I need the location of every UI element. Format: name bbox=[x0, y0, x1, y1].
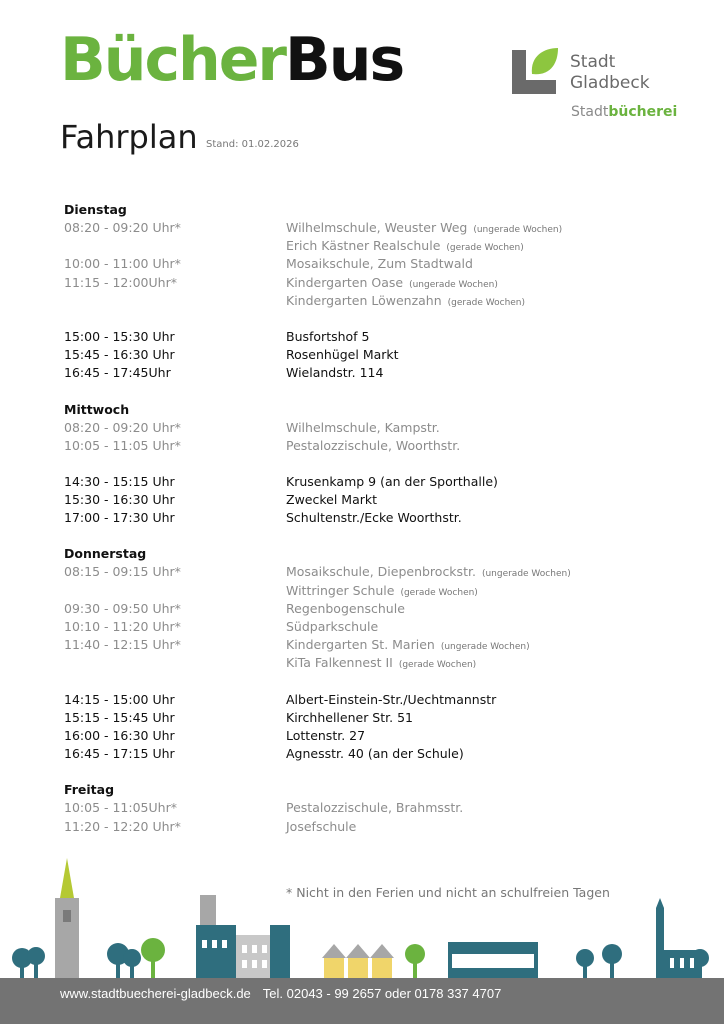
modern-building-icon bbox=[448, 942, 538, 980]
schedule-place-name: Wielandstr. 114 bbox=[286, 365, 384, 381]
schedule-week-note: (ungerade Wochen) bbox=[440, 642, 530, 653]
schedule-row bbox=[64, 582, 664, 600]
schedule-time: 11:15 - 12:00Uhr* bbox=[64, 274, 177, 290]
schedule-place-name: Regenbogenschule bbox=[286, 600, 405, 616]
schedule-row bbox=[64, 491, 664, 509]
day-title: Dienstag bbox=[64, 202, 127, 217]
schedule-time: 10:05 - 11:05Uhr* bbox=[64, 800, 177, 816]
schedule-place bbox=[286, 727, 664, 745]
schedule-place bbox=[286, 255, 664, 273]
schedule-time: 11:20 - 12:20 Uhr* bbox=[64, 818, 181, 834]
schedule-row bbox=[64, 437, 664, 455]
schedule-row bbox=[64, 709, 664, 727]
schedule-place-name: Erich Kästner Realschule bbox=[286, 238, 441, 254]
schedule-week-note: (ungerade Wochen) bbox=[481, 569, 571, 580]
schedule-place bbox=[286, 691, 664, 709]
schedule-place bbox=[286, 818, 664, 836]
schedule-place-name: Kindergarten Oase bbox=[286, 274, 404, 290]
schedule-place-name: Kindergarten Löwenzahn bbox=[286, 292, 442, 308]
schedule-place bbox=[286, 292, 664, 310]
schedule-place-name: Südparkschule bbox=[286, 619, 379, 634]
schedule-time bbox=[64, 582, 286, 600]
schedule-row bbox=[64, 219, 664, 237]
schedule-place-name: Mosaikschule, Diepenbrockstr. bbox=[286, 564, 476, 580]
schedule-place-name: Josefschule bbox=[286, 818, 357, 834]
schedule-place bbox=[286, 618, 664, 636]
schedule-time bbox=[64, 654, 286, 672]
schedule-place-name: Kindergarten St. Marien bbox=[286, 637, 435, 653]
schedule-time: 14:15 - 15:00 Uhr bbox=[64, 691, 175, 707]
schedule-time: 14:30 - 15:15 Uhr bbox=[64, 473, 175, 489]
brand-title bbox=[60, 25, 404, 95]
schedule-place bbox=[286, 654, 664, 672]
schedule-place-name: Agnesstr. 40 (an der Schule) bbox=[286, 746, 464, 762]
schedule-time: 15:30 - 16:30 Uhr bbox=[64, 492, 175, 508]
schedule-place-name: Zweckel Markt bbox=[286, 492, 378, 508]
schedule-time: 15:00 - 15:30 Uhr bbox=[64, 328, 175, 344]
day-title: Mittwoch bbox=[64, 401, 130, 417]
schedule-row bbox=[64, 745, 664, 763]
city-logo-line2: Gladbeck bbox=[570, 73, 650, 93]
schedule-time: 11:40 - 12:15 Uhr* bbox=[64, 637, 181, 653]
schedule-row bbox=[64, 654, 664, 672]
schedule-row bbox=[64, 818, 664, 836]
schedule-place bbox=[286, 745, 664, 763]
schedule-place bbox=[286, 473, 664, 491]
schedule-row bbox=[64, 691, 664, 709]
schedule-place-name: Wittringer Schule bbox=[286, 582, 395, 598]
schedule-place bbox=[286, 419, 664, 437]
stand-date: Stand: 01.02.2026 bbox=[206, 139, 299, 150]
schedule-time: 16:00 - 16:30 Uhr bbox=[64, 727, 175, 743]
brand-title-part2: Bus bbox=[285, 25, 404, 95]
schedule-place-name: Rosenhügel Markt bbox=[286, 347, 399, 363]
schedule-place bbox=[286, 491, 664, 509]
city-logo-mark-icon bbox=[512, 46, 560, 94]
schedule-row bbox=[64, 419, 664, 437]
schedule-place bbox=[286, 346, 664, 364]
schedule-place-name: Kirchhellener Str. 51 bbox=[286, 709, 413, 725]
schedule-time: 15:45 - 16:30 Uhr bbox=[64, 347, 175, 363]
schedule-place bbox=[286, 636, 664, 654]
schedule-place-name: Wilhelmschule, Kampstr. bbox=[286, 419, 440, 435]
schedule-place-name: Lottenstr. 27 bbox=[286, 727, 366, 743]
page-title: Fahrplan bbox=[60, 118, 198, 156]
schedule-place-name: Mosaikschule, Zum Stadtwald bbox=[286, 256, 473, 272]
schedule-place bbox=[286, 237, 664, 255]
footnote: * Nicht in den Ferien und nicht an schulfreien Tagen bbox=[286, 885, 610, 900]
schedule-row bbox=[64, 255, 664, 273]
group-spacer bbox=[64, 310, 664, 328]
library-name-part1: Stadt bbox=[571, 104, 609, 120]
schedule-row bbox=[64, 563, 664, 581]
schedule-time bbox=[64, 237, 286, 255]
schedule-time: 16:45 - 17:45Uhr bbox=[64, 365, 171, 381]
schedule-time: 10:00 - 11:00 Uhr* bbox=[64, 256, 181, 272]
schedule-place bbox=[286, 437, 664, 455]
schedule-week-note: (gerade Wochen) bbox=[446, 243, 524, 254]
footer-website[interactable]: www.stadtbuecherei-gladbeck.de bbox=[60, 986, 251, 1001]
schedule-row bbox=[64, 618, 664, 636]
schedule-place-name: Wilhelmschule, Weuster Weg bbox=[286, 220, 468, 235]
schedule-row bbox=[64, 473, 664, 491]
schedule-place bbox=[286, 328, 664, 346]
group-spacer bbox=[64, 673, 664, 691]
schedule-place bbox=[286, 274, 664, 292]
schedule-place bbox=[286, 219, 664, 237]
city-logo-name bbox=[570, 52, 650, 94]
schedule-week-note: (ungerade Wochen) bbox=[473, 225, 563, 235]
schedule-time: 08:20 - 09:20 Uhr* bbox=[64, 220, 181, 235]
schedule-time: 15:15 - 15:45 Uhr bbox=[64, 709, 175, 725]
schedule-row bbox=[64, 636, 664, 654]
schedule-row bbox=[64, 509, 664, 527]
schedule-place bbox=[286, 709, 664, 727]
day-section bbox=[64, 545, 664, 763]
schedule-row bbox=[64, 799, 664, 817]
city-skyline-illustration bbox=[0, 850, 724, 980]
brand-title-part1: Bücher bbox=[60, 25, 286, 95]
schedule-time: 08:15 - 09:15 Uhr* bbox=[64, 564, 181, 580]
schedule-week-note: (gerade Wochen) bbox=[398, 660, 477, 671]
library-name-part2: bücherei bbox=[608, 104, 678, 120]
schedule-row bbox=[64, 237, 664, 255]
schedule-time bbox=[64, 292, 286, 310]
schedule-week-note: (ungerade Wochen) bbox=[409, 279, 498, 290]
day-section bbox=[64, 401, 664, 528]
schedule-place bbox=[286, 600, 664, 618]
schedule-place bbox=[286, 799, 664, 817]
schedule-row bbox=[64, 292, 664, 310]
houses-icon bbox=[322, 944, 394, 980]
schedule-place-name: Schultenstr./Ecke Woorthstr. bbox=[286, 510, 462, 526]
schedule-place bbox=[286, 582, 664, 600]
schedule bbox=[64, 201, 664, 854]
schedule-row bbox=[64, 346, 664, 364]
city-logo-line1: Stadt bbox=[570, 52, 616, 72]
schedule-row bbox=[64, 600, 664, 618]
schedule-row bbox=[64, 364, 664, 382]
footer-phone: Tel. 02043 - 99 2657 oder 0178 337 4707 bbox=[262, 986, 502, 1001]
schedule-place-name: KiTa Falkennest II bbox=[286, 655, 393, 671]
schedule-week-note: (gerade Wochen) bbox=[447, 297, 526, 308]
schedule-row bbox=[64, 274, 664, 292]
footer-bar bbox=[0, 980, 724, 1024]
day-section bbox=[64, 781, 664, 835]
schedule-place-name: Albert-Einstein-Str./Uechtmannstr bbox=[286, 691, 497, 707]
schedule-time: 17:00 - 17:30 Uhr bbox=[64, 510, 175, 526]
day-title: Donnerstag bbox=[64, 546, 147, 562]
schedule-place bbox=[286, 509, 664, 527]
schedule-week-note: (gerade Wochen) bbox=[400, 587, 478, 598]
right-tower-icon bbox=[656, 898, 700, 980]
schedule-place-name: Pestalozzischule, Brahmsstr. bbox=[286, 800, 464, 816]
schedule-row bbox=[64, 727, 664, 745]
day-section bbox=[64, 201, 664, 383]
schedule-place-name: Pestalozzischule, Woorthstr. bbox=[286, 437, 461, 453]
schedule-place-name: Busfortshof 5 bbox=[286, 328, 370, 344]
schedule-time: 10:10 - 11:20 Uhr* bbox=[64, 619, 181, 634]
schedule-place-name: Krusenkamp 9 (an der Sporthalle) bbox=[286, 473, 498, 489]
day-title: Freitag bbox=[64, 782, 115, 798]
library-name bbox=[571, 104, 677, 120]
schedule-row bbox=[64, 328, 664, 346]
schedule-time: 10:05 - 11:05 Uhr* bbox=[64, 437, 181, 453]
city-logo bbox=[512, 46, 682, 126]
schedule-place bbox=[286, 563, 664, 581]
schedule-time: 16:45 - 17:15 Uhr bbox=[64, 746, 175, 762]
schedule-time: 09:30 - 09:50 Uhr* bbox=[64, 600, 181, 616]
group-spacer bbox=[64, 455, 664, 473]
town-hall-icon bbox=[196, 895, 290, 980]
schedule-time: 08:20 - 09:20 Uhr* bbox=[64, 419, 181, 435]
schedule-place bbox=[286, 364, 664, 382]
church-tower-icon bbox=[55, 858, 79, 980]
